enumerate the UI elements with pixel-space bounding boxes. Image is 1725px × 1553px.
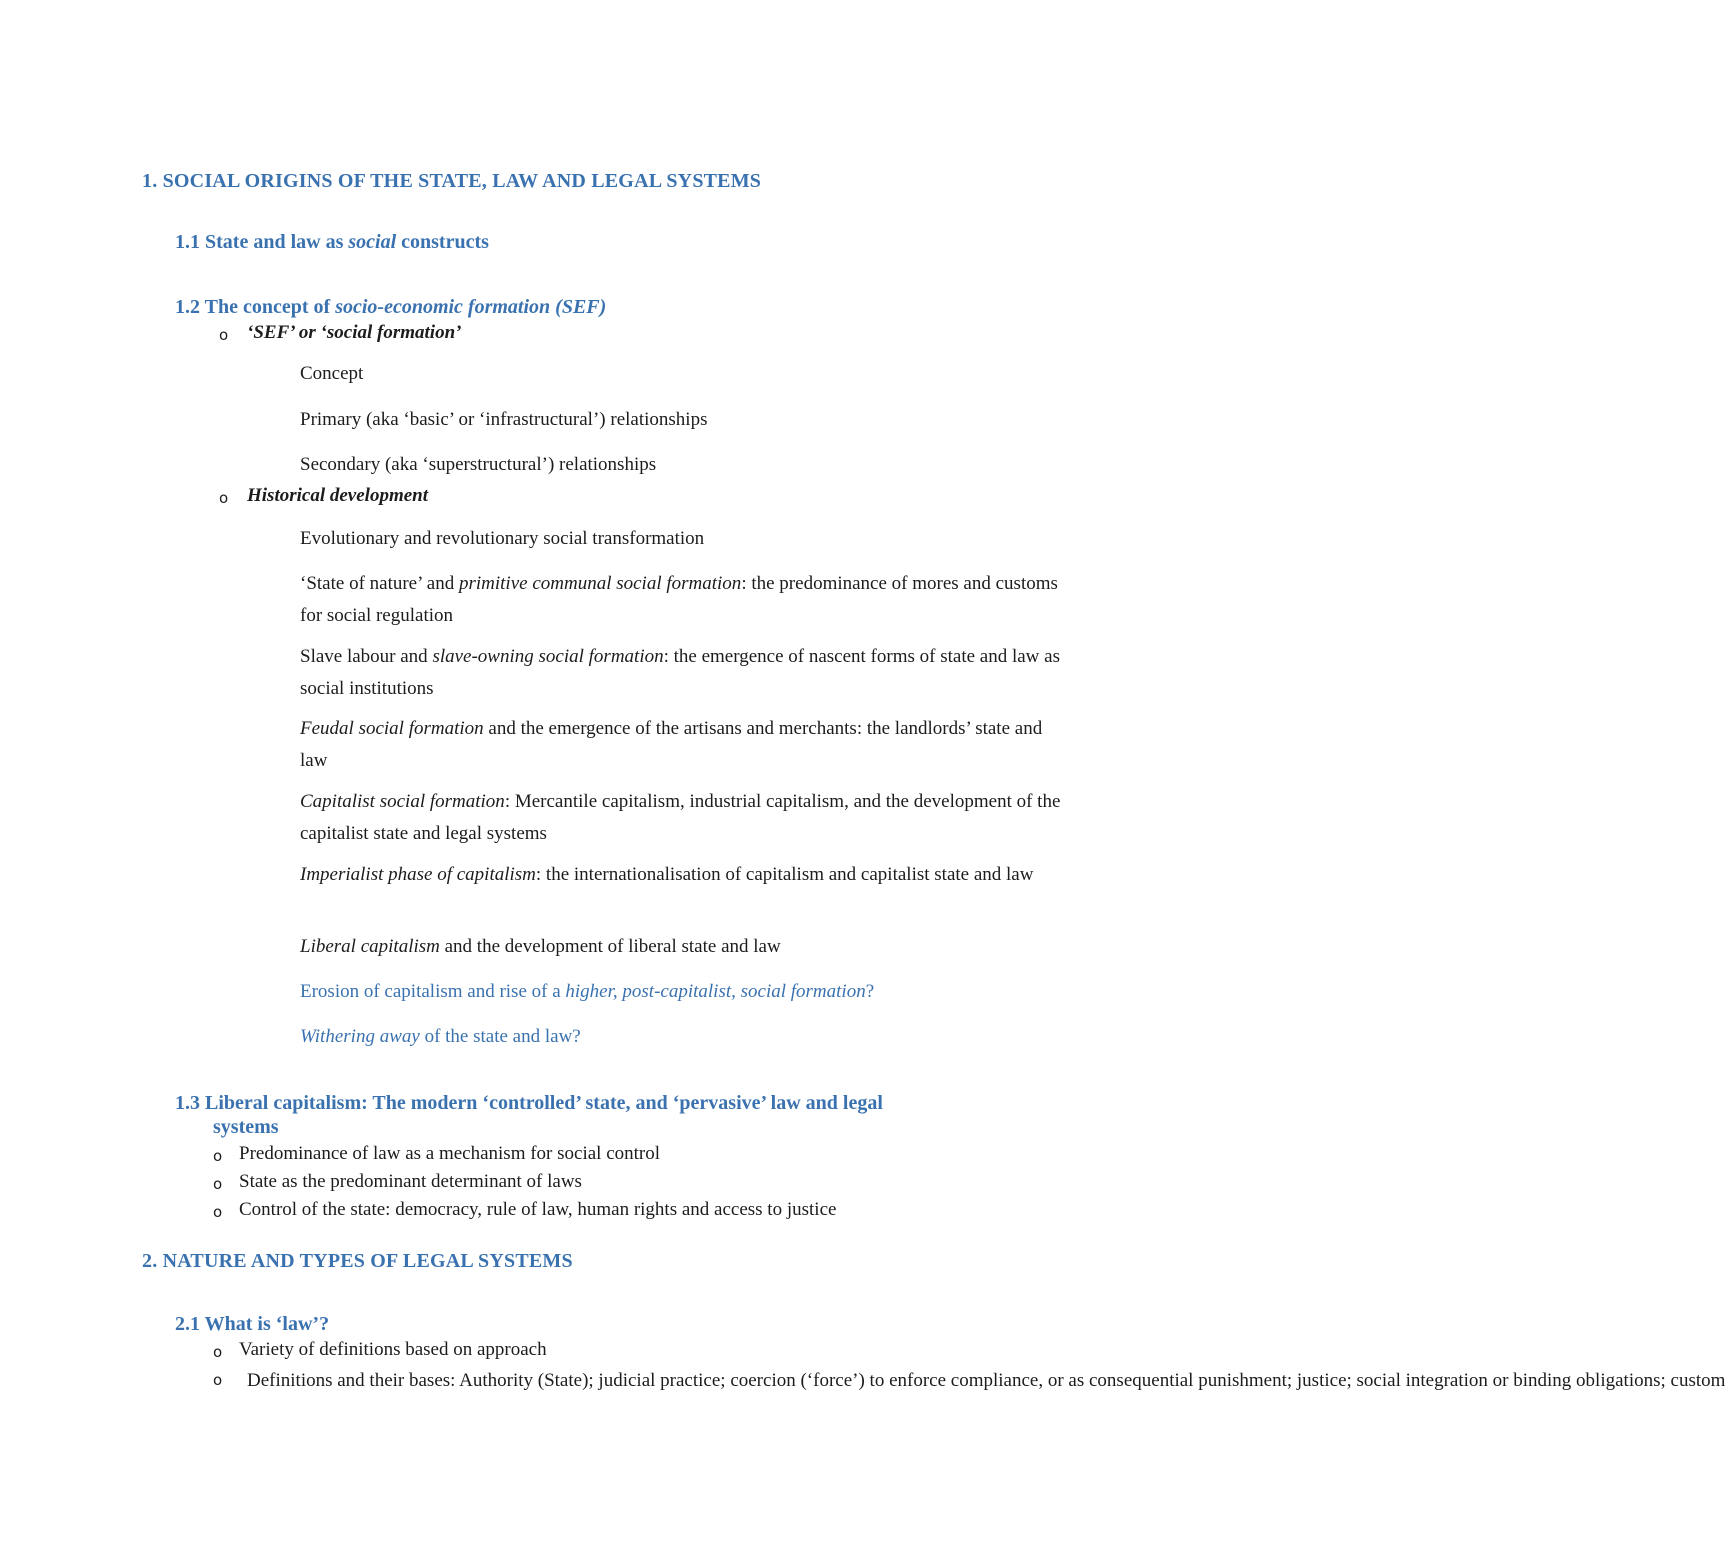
list-item-text: Variety of definitions based on approach [239,1339,547,1360]
para-pre: ‘State of nature’ and [300,573,459,594]
history-para-6 [300,859,1070,891]
bullet-sef-label: ‘SEF’ or ‘social formation’ [247,322,462,343]
para-em: primitive communal social formation [458,573,742,594]
bullet-glyph: o [219,326,229,344]
para-post: : Mercantile capitalism, industrial capitalism, and the development of the capitalist state and legal systems [300,791,1061,844]
history-para-8 [300,976,1070,1008]
subsection-1-3-heading-cont: systems [213,1116,279,1138]
list-item-text: Predominance of law as a mechanism for social control [239,1143,661,1164]
para-pre: Slave labour and [300,646,433,667]
history-para-1: Evolutionary and revolutionary social transformation [300,528,705,549]
para-em: Feudal social formation [300,718,484,739]
list-item-text: Control of the state: democracy, rule of law, human rights and access to justice [239,1199,837,1220]
bullet-glyph: o [213,1371,223,1389]
para-em: Liberal capitalism [300,936,440,957]
history-para-7 [300,931,1070,963]
subsection-1-2-heading [175,296,606,319]
history-para-5 [300,786,1070,850]
history-para-2 [300,568,1070,632]
bullet-glyph: o [213,1147,223,1165]
list-item-text: State as the predominant determinant of laws [239,1171,582,1192]
para-post: : the predominance of mores and customs for social regulation [300,573,1058,626]
list-item: Concept [300,363,364,384]
section-2-heading: 2. NATURE AND TYPES OF LEGAL SYSTEMS [142,1250,573,1272]
section-1-heading: 1. SOCIAL ORIGINS OF THE STATE, LAW AND LEGAL SYSTEMS [142,170,762,192]
para-em: slave-owning social formation [432,646,664,667]
bullet-glyph: o [213,1203,223,1221]
bullet-historical-label: Historical development [247,485,429,506]
subsection-1-1-pre: 1.1 State and law as [175,231,349,253]
subsection-2-1-heading: 2.1 What is ‘law’? [175,1313,330,1335]
bullet-glyph: o [219,489,229,507]
subsection-1-1-em: social [348,231,397,253]
bullet-glyph: o [213,1343,223,1361]
para-post: ? [865,981,875,1002]
para-post: : the internationalisation of capitalism and capitalist state and law [535,864,1034,885]
para-post: of the state and law? [419,1026,581,1047]
para-pre: Erosion of capitalism and rise of a [300,981,566,1002]
subsection-1-3-heading: 1.3 Liberal capitalism: The modern ‘controlled’ state, and ‘pervasive’ law and legal [175,1092,883,1114]
subsection-1-1-heading [175,231,489,254]
list-item: Secondary (aka ‘superstructural’) relationships [300,454,657,475]
bullet-glyph: o [213,1175,223,1193]
list-item: Primary (aka ‘basic’ or ‘infrastructural’) relationships [300,409,708,430]
para-em: Capitalist social formation [300,791,505,812]
subsection-1-1-post: constructs [396,231,489,253]
para-post: : the emergence of nascent forms of state and law as social institutions [300,646,1060,699]
subsection-1-2-pre: 1.2 The concept of [175,296,336,318]
para-em: Imperialist phase of capitalism [300,864,536,885]
para-post: and the development of liberal state and law [439,936,781,957]
history-para-3 [300,641,1070,705]
para-post: and the emergence of the artisans and merchants: the landlords’ state and law [300,718,1043,771]
para-em: Withering away [300,1026,420,1047]
para-em: higher, post-capitalist, social formation [565,981,866,1002]
history-para-4 [300,713,1070,777]
subsection-1-2-em: socio-economic formation (SEF) [335,296,607,318]
history-para-9 [300,1021,1070,1053]
list-item-text: Definitions and their bases: Authority (State); judicial practice; coercion (‘force’) to enforce compliance, or as consequential punishment; justice; social integration or binding obligations; custom [247,1370,1725,1391]
